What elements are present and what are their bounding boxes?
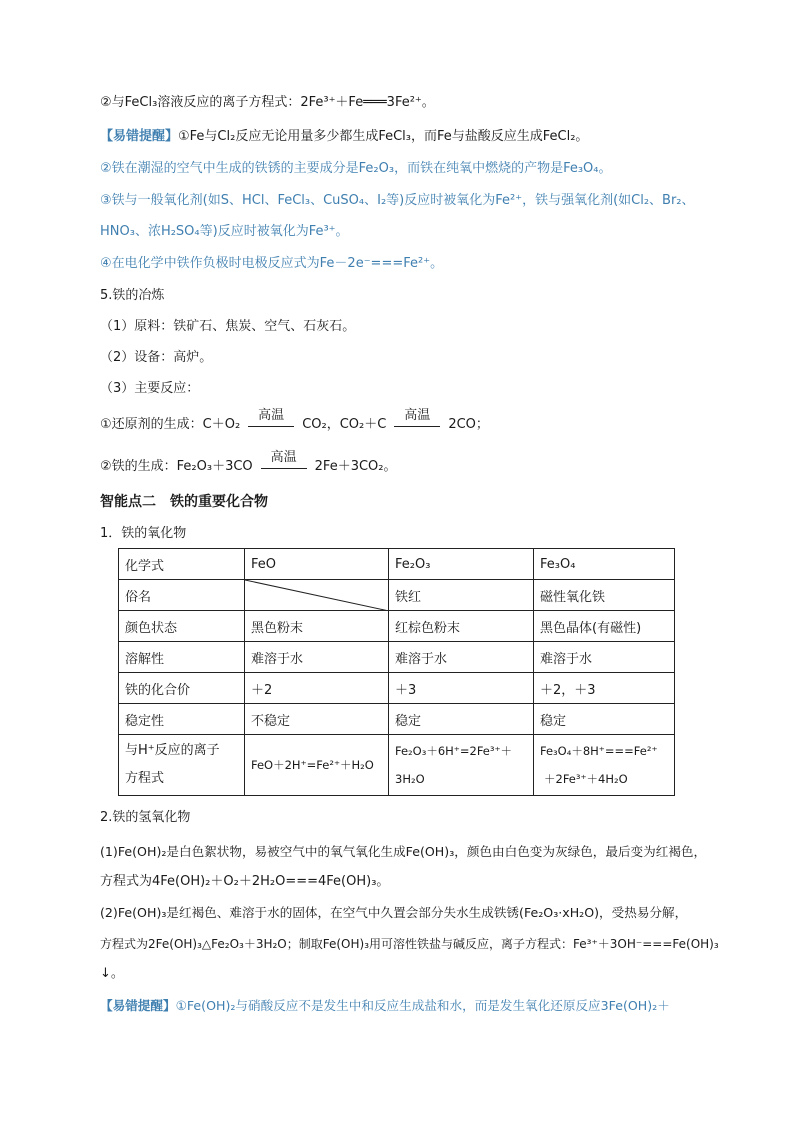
table-cell: FeO＋2H⁺=Fe²⁺＋H₂O <box>245 735 389 796</box>
table-cell: 铁红 <box>389 580 534 611</box>
text-line: （2）设备：高炉。 <box>100 350 213 365</box>
tip-line <box>100 127 588 147</box>
text-line: ②与FeCl₃溶液反应的离子方程式：2Fe³⁺＋Fe═══3Fe²⁺。 <box>100 95 435 110</box>
text-line: 方程式为4Fe(OH)₂＋O₂＋2H₂O===4Fe(OH)₃。 <box>100 874 390 889</box>
table-cell: 黑色粉末 <box>245 611 389 642</box>
table-row <box>119 611 675 642</box>
condition-label: 高温 <box>404 408 431 423</box>
table-cell: Fe₃O₄ <box>534 549 675 580</box>
cell-text: 3H₂O <box>395 772 425 786</box>
equation-part: CO₂，CO₂＋C <box>302 417 387 432</box>
text-line: （1）原料：铁矿石、焦炭、空气、石灰石。 <box>100 319 356 334</box>
equation-part: 2Fe＋3CO₂。 <box>314 459 397 474</box>
table-row <box>119 735 675 796</box>
cell-text: 方程式 <box>125 771 165 786</box>
text-line: （3）主要反应： <box>100 381 200 396</box>
table-cell: 磁性氧化铁 <box>534 580 675 611</box>
table-cell: ＋2，＋3 <box>534 673 675 704</box>
table-cell <box>534 735 675 796</box>
table-cell <box>119 735 245 796</box>
text-line: (1)Fe(OH)₂是白色絮状物，易被空气中的氧气氧化生成Fe(OH)₃，颜色由白色变为灰绿色，最后变为红褐色， <box>100 844 707 859</box>
table-cell <box>389 735 534 796</box>
tip-tag: 【易错提醒】 <box>100 129 179 144</box>
table-cell: 溶解性 <box>119 642 245 673</box>
table-cell: ＋2 <box>245 673 389 704</box>
table-cell: 俗名 <box>119 580 245 611</box>
tip-text: ①Fe(OH)₂与硝酸反应不是发生中和反应生成盐和水，而是发生氧化还原反应3Fe(OH)₂＋ <box>175 998 670 1013</box>
tip-line: ④在电化学中铁作负极时电极反应式为Fe－2e⁻===Fe²⁺。 <box>100 256 444 271</box>
condition-label: 高温 <box>258 408 285 423</box>
table-cell: 稳定 <box>389 704 534 735</box>
equation-part: 2CO； <box>448 417 489 432</box>
table-cell: Fe₂O₃ <box>389 549 534 580</box>
text-line: 方程式为2Fe(OH)₃△Fe₂O₃＋3H₂O；制取Fe(OH)₃用可溶性铁盐与碱反应，离子方程式：Fe³⁺＋3OH⁻===Fe(OH)₃ <box>100 937 719 951</box>
table-cell: 颜色状态 <box>119 611 245 642</box>
condition-mark <box>394 408 440 433</box>
diagonal-line <box>245 580 389 611</box>
table-row <box>119 580 675 611</box>
heading-smelting: 5.铁的冶炼 <box>100 288 165 303</box>
table-cell-diagonal <box>245 580 389 611</box>
table-cell: 难溶于水 <box>389 642 534 673</box>
cell-text: ＋2Fe³⁺＋4H₂O <box>544 772 628 786</box>
table-row <box>119 704 675 735</box>
tip-text: ①Fe与Cl₂反应无论用量多少都生成FeCl₃，而Fe与盐酸反应生成FeCl₂。 <box>178 129 589 144</box>
table-cell: 稳定 <box>534 704 675 735</box>
tip-line: ③铁与一般氧化剂(如S、HCl、FeCl₃、CuSO₄、I₂等)反应时被氧化为Fe²⁺，铁与强氧化剂(如Cl₂、Br₂、 <box>100 193 695 208</box>
table-cell: 铁的化合价 <box>119 673 245 704</box>
text-line: (2)Fe(OH)₃是红褐色、难溶于水的固体，在空气中久置会部分失水生成铁锈(Fe₂O₃·xH₂O)，受热易分解， <box>100 905 688 920</box>
tip-line: ②铁在潮湿的空气中生成的铁锈的主要成分是Fe₂O₃，而铁在纯氧中燃烧的产物是Fe₃O₄。 <box>100 161 612 176</box>
equation-part: ①还原剂的生成：C＋O₂ <box>100 417 241 432</box>
cell-text: Fe₂O₃＋6H⁺=2Fe³⁺＋ <box>395 744 513 758</box>
table-cell: 难溶于水 <box>245 642 389 673</box>
condition-mark <box>261 450 307 475</box>
table-cell: ＋3 <box>389 673 534 704</box>
table-cell: 不稳定 <box>245 704 389 735</box>
table-row <box>119 642 675 673</box>
equation-part: ②铁的生成：Fe₂O₃＋3CO <box>100 459 253 474</box>
table-cell: 黑色晶体(有磁性) <box>534 611 675 642</box>
equation-line <box>100 408 489 435</box>
tip-tag: 【易错提醒】 <box>100 998 176 1013</box>
table-cell: 稳定性 <box>119 704 245 735</box>
table-cell: 红棕色粉末 <box>389 611 534 642</box>
subheading-oxides: 1．铁的氧化物 <box>100 526 187 541</box>
text-line: ↓。 <box>100 966 124 981</box>
table-row <box>119 549 675 580</box>
subheading-hydroxides: 2.铁的氢氧化物 <box>100 810 191 825</box>
section-heading: 智能点二 铁的重要化合物 <box>100 494 268 510</box>
table-row <box>119 673 675 704</box>
cell-text: 与H⁺反应的离子 <box>125 743 220 758</box>
table-cell: 化学式 <box>119 549 245 580</box>
equation-line <box>100 450 397 477</box>
table-cell: 难溶于水 <box>534 642 675 673</box>
condition-mark <box>248 408 294 433</box>
iron-oxides-table <box>118 548 675 796</box>
cell-text: Fe₃O₄＋8H⁺===Fe²⁺ <box>540 744 658 758</box>
table-cell: FeO <box>245 549 389 580</box>
tip-line: HNO₃、浓H₂SO₄等)反应时被氧化为Fe³⁺。 <box>100 224 349 239</box>
condition-label: 高温 <box>270 450 297 465</box>
tip-line <box>100 996 670 1016</box>
